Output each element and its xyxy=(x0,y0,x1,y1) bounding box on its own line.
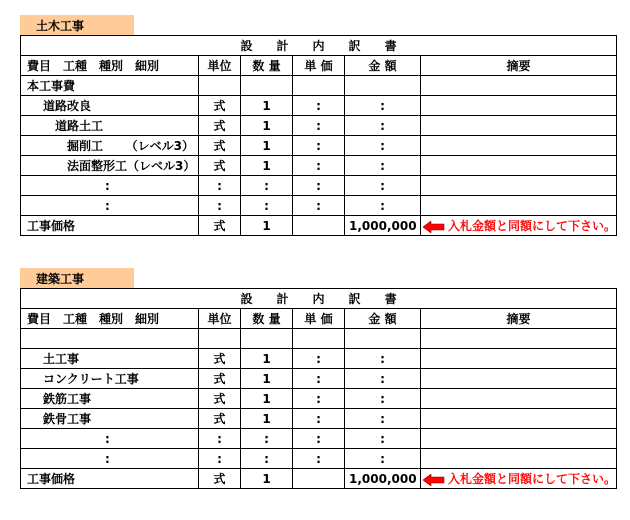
qty-cell: 1 xyxy=(241,369,293,389)
header-item: 費目 工種 種別 細別 xyxy=(21,309,199,329)
amount-cell: : xyxy=(345,156,421,176)
item-cell: : xyxy=(21,196,199,216)
table-row xyxy=(21,76,617,96)
price-cell: : xyxy=(293,156,345,176)
estimate-table xyxy=(20,288,617,489)
item-cell: : xyxy=(21,449,199,469)
amount-cell: : xyxy=(345,409,421,429)
remark-cell xyxy=(421,116,617,136)
unit-cell xyxy=(199,76,241,96)
qty-cell: 1 xyxy=(241,409,293,429)
table-row xyxy=(21,409,617,429)
header-item: 費目 工種 種別 細別 xyxy=(21,56,199,76)
header-price: 単 価 xyxy=(293,56,345,76)
price-cell: : xyxy=(293,136,345,156)
unit-cell: 式 xyxy=(199,409,241,429)
qty-cell: 1 xyxy=(241,389,293,409)
header-price: 単 価 xyxy=(293,309,345,329)
qty-cell: : xyxy=(241,196,293,216)
amount-cell xyxy=(345,329,421,349)
remark-cell xyxy=(421,216,617,236)
amount-cell: : xyxy=(345,136,421,156)
price-cell: : xyxy=(293,449,345,469)
remark-cell xyxy=(421,449,617,469)
unit-cell: 式 xyxy=(199,216,241,236)
item-level: （レベル3） xyxy=(127,159,196,173)
item-name: 掘削工 xyxy=(67,139,104,153)
header-qty: 数 量 xyxy=(241,56,293,76)
item-cell: 土工事 xyxy=(21,349,199,369)
amount-cell: : xyxy=(345,96,421,116)
title-char: 計 xyxy=(276,292,289,306)
qty-cell: 1 xyxy=(241,216,293,236)
price-cell: : xyxy=(293,96,345,116)
table-row xyxy=(21,449,617,469)
title-char: 計 xyxy=(276,39,289,53)
price-cell: : xyxy=(293,196,345,216)
amount-cell: : xyxy=(345,349,421,369)
remark-cell xyxy=(421,76,617,96)
remark-cell xyxy=(421,196,617,216)
table-row xyxy=(21,176,617,196)
item-cell: 鉄骨工事 xyxy=(21,409,199,429)
item-cell: 本工事費 xyxy=(21,76,199,96)
unit-cell: 式 xyxy=(199,136,241,156)
title-char: 内 xyxy=(312,292,325,306)
title-char: 設 xyxy=(240,292,253,306)
section-label: 土木工事 xyxy=(20,15,134,35)
unit-cell: 式 xyxy=(199,156,241,176)
qty-cell: 1 xyxy=(241,469,293,489)
title-char: 書 xyxy=(384,39,397,53)
qty-cell: 1 xyxy=(241,156,293,176)
unit-cell xyxy=(199,329,241,349)
unit-cell: 式 xyxy=(199,96,241,116)
qty-cell: 1 xyxy=(241,136,293,156)
sheet-title xyxy=(21,36,617,56)
item-cell: : xyxy=(21,429,199,449)
item-cell: コンクリート工事 xyxy=(21,369,199,389)
qty-cell: : xyxy=(241,429,293,449)
header-unit: 単位 xyxy=(199,309,241,329)
qty-cell: : xyxy=(241,176,293,196)
table-row xyxy=(21,329,617,349)
amount-cell: : xyxy=(345,429,421,449)
remark-cell xyxy=(421,329,617,349)
title-char: 訳 xyxy=(348,39,361,53)
amount-cell: : xyxy=(345,116,421,136)
unit-cell: : xyxy=(199,176,241,196)
sheet-title xyxy=(21,289,617,309)
table-row xyxy=(21,116,617,136)
header-remarks: 摘要 xyxy=(421,56,617,76)
unit-cell: : xyxy=(199,449,241,469)
total-row xyxy=(21,469,617,489)
price-cell: : xyxy=(293,349,345,369)
title-row xyxy=(21,36,617,56)
amount-cell: : xyxy=(345,369,421,389)
table-row xyxy=(21,389,617,409)
remark-cell xyxy=(421,429,617,449)
price-cell xyxy=(293,469,345,489)
remark-cell xyxy=(421,96,617,116)
unit-cell: 式 xyxy=(199,389,241,409)
price-cell: : xyxy=(293,409,345,429)
total-row xyxy=(21,216,617,236)
table-row xyxy=(21,429,617,449)
amount-cell: : xyxy=(345,176,421,196)
table-row xyxy=(21,136,617,156)
table-row xyxy=(21,369,617,389)
header-remarks: 摘要 xyxy=(421,309,617,329)
qty-cell xyxy=(241,76,293,96)
amount-cell: : xyxy=(345,196,421,216)
unit-cell: 式 xyxy=(199,469,241,489)
qty-cell: 1 xyxy=(241,116,293,136)
item-cell: 鉄筋工事 xyxy=(21,389,199,409)
table-row xyxy=(21,196,617,216)
left-arrow-icon xyxy=(423,221,445,233)
item-cell: : xyxy=(21,176,199,196)
item-cell: 工事価格 xyxy=(21,469,199,489)
qty-cell: : xyxy=(241,449,293,469)
table-row xyxy=(21,156,617,176)
header-qty: 数 量 xyxy=(241,309,293,329)
amount-cell: 1,000,000 xyxy=(345,469,421,489)
remark-cell xyxy=(421,389,617,409)
title-char: 内 xyxy=(312,39,325,53)
section-label: 建築工事 xyxy=(20,268,134,288)
remark-cell xyxy=(421,156,617,176)
price-cell: : xyxy=(293,389,345,409)
remark-cell xyxy=(421,349,617,369)
header-row xyxy=(21,56,617,76)
remark-cell xyxy=(421,369,617,389)
title-row xyxy=(21,289,617,309)
price-cell: : xyxy=(293,116,345,136)
title-char: 訳 xyxy=(348,292,361,306)
price-cell xyxy=(293,329,345,349)
unit-cell: : xyxy=(199,429,241,449)
qty-cell xyxy=(241,329,293,349)
amount-cell: : xyxy=(345,389,421,409)
qty-cell: 1 xyxy=(241,349,293,369)
title-char: 書 xyxy=(384,292,397,306)
table-row xyxy=(21,349,617,369)
item-cell xyxy=(21,156,199,176)
title-char: 設 xyxy=(240,39,253,53)
item-cell: 工事価格 xyxy=(21,216,199,236)
price-cell xyxy=(293,216,345,236)
price-cell: : xyxy=(293,369,345,389)
item-cell xyxy=(21,136,199,156)
unit-cell: : xyxy=(199,196,241,216)
remark-cell xyxy=(421,176,617,196)
header-amount: 金 額 xyxy=(345,56,421,76)
remark-cell xyxy=(421,469,617,489)
remark-text: 入札金額と同額にして下さい。 xyxy=(448,219,617,233)
table-row xyxy=(21,96,617,116)
left-arrow-icon xyxy=(423,474,445,486)
remark-cell xyxy=(421,409,617,429)
amount-cell: 1,000,000 xyxy=(345,216,421,236)
item-cell: 道路土工 xyxy=(21,116,199,136)
unit-cell: 式 xyxy=(199,349,241,369)
remark-cell xyxy=(421,136,617,156)
item-level: （レベル3） xyxy=(125,139,194,153)
price-cell: : xyxy=(293,429,345,449)
unit-cell: 式 xyxy=(199,116,241,136)
price-cell xyxy=(293,76,345,96)
header-row xyxy=(21,309,617,329)
item-name: 法面整形工 xyxy=(67,159,128,173)
item-cell: 道路改良 xyxy=(21,96,199,116)
estimate-table xyxy=(20,35,617,236)
item-cell xyxy=(21,329,199,349)
header-unit: 単位 xyxy=(199,56,241,76)
unit-cell: 式 xyxy=(199,369,241,389)
header-amount: 金 額 xyxy=(345,309,421,329)
price-cell: : xyxy=(293,176,345,196)
qty-cell: 1 xyxy=(241,96,293,116)
remark-text: 入札金額と同額にして下さい。 xyxy=(448,472,617,486)
amount-cell: : xyxy=(345,449,421,469)
amount-cell xyxy=(345,76,421,96)
